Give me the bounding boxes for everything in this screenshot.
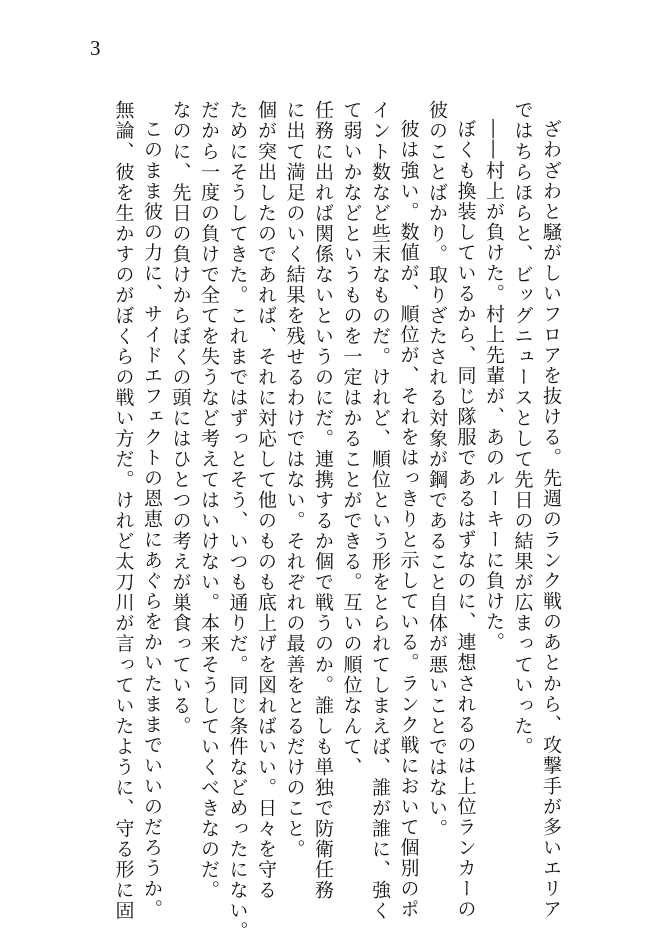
text-line: このまま彼の力に、サイドエフェクトの恩恵にあぐらをかいたままでいいのだろうか。 bbox=[141, 119, 163, 920]
text-line: ――村上が負けた。村上先輩が、あのルーキーに負けた。 bbox=[483, 119, 505, 653]
text-line: なのに、先日の負けからぼくの頭にはひとつの考えが巣食っている。 bbox=[169, 100, 192, 737]
text-line: ではちらほらと、ビッグニュースとして先日の結果が広まっていった。 bbox=[511, 100, 534, 757]
text-line: イント数など些末なものだ。けれど、順位という形をとられてしまえば、誰が誰に、強く bbox=[369, 100, 391, 921]
text-line: 個が突出したのであれば、それに対応して他のものも底上げを図ればいい。日々を守る bbox=[255, 100, 277, 901]
text-line: 任務に出れば関係ないというのにだ。連携するか個で戦うのか。誰しも単独で防衛任務 bbox=[312, 100, 334, 901]
text-line: 彼は強い。数値が、順位が、それをはっきりと示している。ランク戦において個別のポ bbox=[397, 119, 420, 920]
body-text bbox=[109, 100, 565, 941]
text-line: ためにそうしてきた。これまではずっとそう、いつも通りだ。同じ条件などめったにない。 bbox=[226, 100, 249, 941]
text-line: だから一度の負けで全てを失うなど考えてはいけない。本来そうしていくべきなのだ。 bbox=[198, 100, 220, 901]
text-line: ぼくも換装しているから、同じ隊服であるはずなのに、連想されるのは上位ランカーの bbox=[454, 119, 477, 920]
text-line: に出て満足のいく結果を残せるわけではない。それぞれの最善をとるだけのこと。 bbox=[283, 100, 306, 860]
page-number: 3 bbox=[90, 36, 101, 60]
text-line: 彼のことばかり。取りざたされる対象が鋼であること自体が悪いことではない。 bbox=[426, 100, 448, 839]
text-line: ざわざわと騒がしいフロアを抜ける。先週のランク戦のあとから、攻撃手が多いエリア bbox=[540, 119, 562, 920]
text-line: て弱いかなどというものを一定はかることができる。互いの順位なんて、 bbox=[340, 100, 363, 778]
text-line: 無論、彼を生かすのがぼくらの戦い方だ。けれど太刀川が言っていたように、守る形に固 bbox=[112, 100, 135, 921]
